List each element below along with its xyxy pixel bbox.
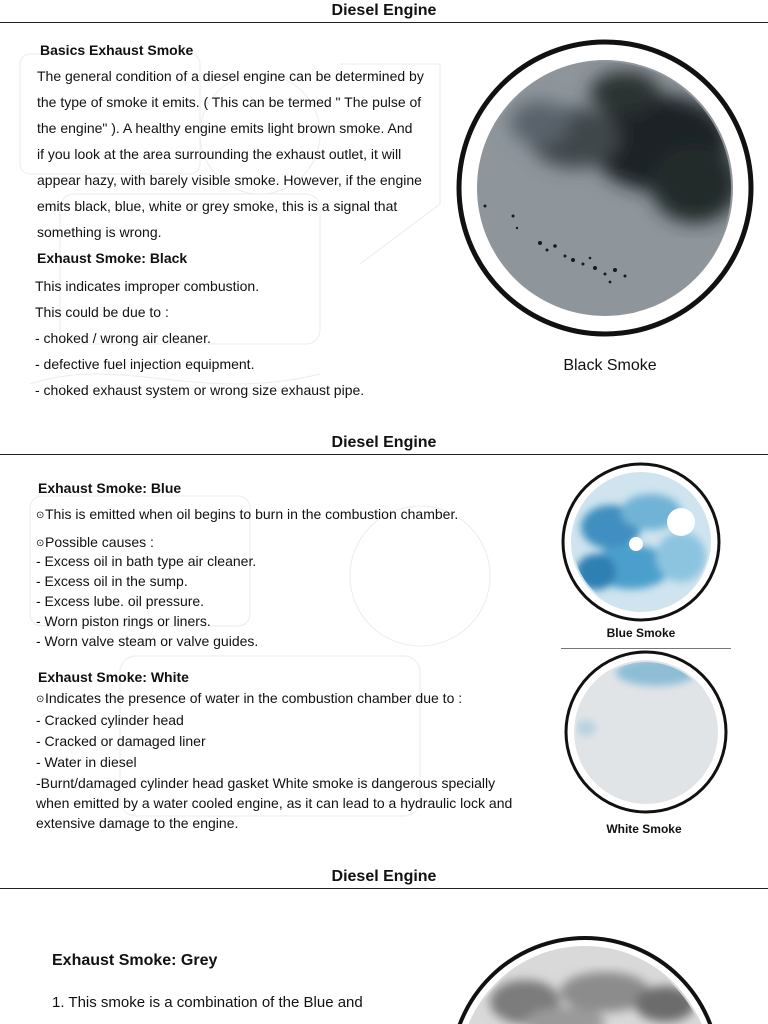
list-item: This indicates improper combustion. [35, 278, 260, 294]
intro-line: emits black, blue, white or grey smoke, this is a signal that [37, 198, 398, 214]
slide-blue-white-smoke [0, 432, 768, 864]
blue-lead-text: This is emitted when oil begins to burn in the combustion chamber. [45, 506, 459, 522]
white-smoke-image [561, 650, 731, 814]
intro-line: if you look at the area surrounding the exhaust outlet, it will [37, 146, 402, 162]
list-item: -Burnt/damaged cylinder head gasket White smoke is dangerous specially [36, 775, 496, 791]
list-item: This could be due to : [35, 304, 169, 320]
list-item: - Worn piston rings or liners. [36, 613, 211, 629]
intro-line: The general condition of a diesel engine can be determined by [37, 68, 424, 84]
blue-causes-list [36, 551, 258, 651]
blue-smoke-caption: Blue Smoke [606, 626, 676, 640]
black-smoke-title: Exhaust Smoke: Black [37, 250, 188, 266]
list-item: - Water in diesel [36, 754, 137, 770]
bullet-icon: ⊙ [36, 538, 45, 549]
section-title: Basics Exhaust Smoke [40, 42, 194, 58]
list-item: when emitted by a water cooled engine, as it can lead to a hydraulic lock and [36, 795, 513, 811]
divider [561, 648, 731, 649]
black-smoke-caption: Black Smoke [563, 357, 657, 374]
black-smoke-image [455, 38, 755, 338]
slide-header: Diesel Engine [0, 432, 768, 455]
list-item: - Cracked or damaged liner [36, 733, 206, 749]
intro-line: the type of smoke it emits. ( This can be termed " The pulse of [37, 94, 422, 110]
bullet-icon: ⊙ [36, 694, 45, 705]
slide-header: Diesel Engine [0, 0, 768, 23]
list-item: - choked / wrong air cleaner. [35, 330, 211, 346]
list-item: - choked exhaust system or wrong size exhaust pipe. [35, 382, 365, 398]
blue-smoke-lead [36, 501, 458, 529]
blue-smoke-title: Exhaust Smoke: Blue [38, 480, 182, 496]
causes-label-text: Possible causes : [45, 534, 154, 550]
list-item: - defective fuel injection equipment. [35, 356, 255, 372]
white-lead-text: Indicates the presence of water in the combustion chamber due to : [45, 690, 463, 706]
grey-smoke-point: 1. This smoke is a combination of the Blue and [52, 994, 363, 1011]
black-smoke-list [35, 273, 364, 403]
white-smoke-lead [36, 685, 462, 713]
slide-grey-smoke [0, 866, 768, 1024]
intro-paragraph [37, 63, 424, 245]
list-item: - Cracked cylinder head [36, 712, 184, 728]
grey-smoke-title: Exhaust Smoke: Grey [52, 952, 218, 969]
blue-smoke-image [556, 462, 726, 622]
intro-line: something is wrong. [37, 224, 162, 240]
list-item: extensive damage to the engine. [36, 815, 239, 831]
intro-line: appear hazy, with barely visible smoke. However, if the engine [37, 172, 422, 188]
white-smoke-title: Exhaust Smoke: White [38, 669, 189, 685]
list-item: - Excess oil in bath type air cleaner. [36, 553, 257, 569]
bullet-icon: ⊙ [36, 510, 45, 521]
list-item: - Excess oil in the sump. [36, 573, 188, 589]
white-smoke-caption: White Smoke [606, 822, 682, 836]
intro-line: the engine" ). A healthy engine emits light brown smoke. And [37, 120, 413, 136]
slide-header: Diesel Engine [0, 866, 768, 889]
slide-black-smoke [0, 0, 768, 430]
white-causes-list [36, 710, 512, 833]
grey-smoke-image [455, 932, 725, 1024]
list-item: - Worn valve steam or valve guides. [36, 633, 259, 649]
list-item: - Excess lube. oil pressure. [36, 593, 205, 609]
